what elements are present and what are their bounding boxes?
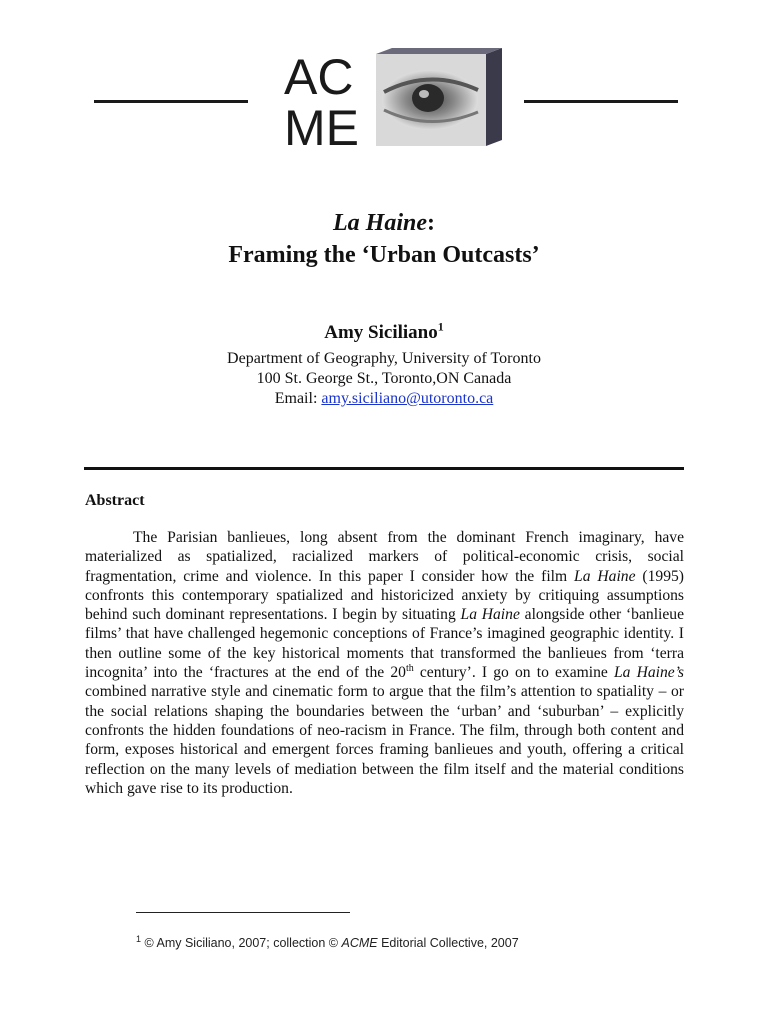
footnote-rule xyxy=(136,912,350,913)
author-department: Department of Geography, University of Toronto xyxy=(227,350,541,367)
footnote-text-b: Editorial Collective, 2007 xyxy=(377,936,519,950)
acme-logo xyxy=(280,48,506,154)
header-rule-left xyxy=(94,100,248,103)
logo-text-me: ME xyxy=(284,100,359,154)
footnote xyxy=(136,933,519,950)
author-name xyxy=(0,319,768,344)
abstract-segment: La Haine xyxy=(460,606,520,624)
abstract-body xyxy=(85,528,684,798)
footnote-text-a: © Amy Siciliano, 2007; collection © xyxy=(141,936,342,950)
abstract-segment: The Parisian banlieues, long absent from the dominant French imaginary, have materialized as spatialized, racialized markers of political-economic crisis, social fragmentation, crime and violence. In this paper I consider how the film xyxy=(85,529,684,585)
abstract-segment: combined narrative style and cinematic form to argue that the film’s attention to spatiality – or the social relations shaping the boundaries between the ‘urban’ and ‘suburban’ – explicitly confronts the hidden foundations of neo-racism in France. The film, through both content and form, exposes historical and emergent forces framing banlieues and youth, offering a critical reflection on the many levels of mediation between the film itself and the material conditions which gave rise to its production. xyxy=(85,683,684,797)
email-link[interactable]: amy.siciliano@utoronto.ca xyxy=(321,390,494,407)
abstract-heading: Abstract xyxy=(85,492,145,509)
footnote-mark: 1 xyxy=(136,933,142,944)
abstract-segment: th xyxy=(405,662,414,674)
header-rule-right xyxy=(524,100,678,103)
author-email-line xyxy=(0,390,768,408)
abstract-paragraph xyxy=(85,528,684,798)
abstract-segment: (1995) confronts this contemporary spatialized and historicized anxiety by critiquing assumptions behind such dominant representations. I begin by situating xyxy=(85,567,684,624)
author-address: 100 St. George St., Toronto,ON Canada xyxy=(256,370,512,387)
author-name-text: Amy Siciliano xyxy=(324,322,438,343)
title-italic: La Haine xyxy=(333,210,427,236)
abstract-segment: La Haine’s xyxy=(614,664,684,682)
abstract-segment: century’. I go on to examine xyxy=(413,664,614,682)
abstract-segment: La Haine xyxy=(574,567,636,585)
title-colon: : xyxy=(427,210,435,236)
paper-title-line2: Framing the ‘Urban Outcasts’ xyxy=(228,242,540,268)
footnote-acme: ACME xyxy=(341,936,378,950)
author-footnote-mark: 1 xyxy=(437,319,444,334)
logo-text-ac: AC xyxy=(284,49,354,105)
abstract-segment: alongside other ‘banlieue films’ that have challenged hegemonic conceptions of France’s imagined geographic identity. I then outline some of the key historical moments that transformed the banlieues from ‘terra incognita’ into the ‘fractures at the end of the 20 xyxy=(85,606,684,682)
section-divider xyxy=(84,467,684,470)
email-label: Email: xyxy=(274,390,322,407)
paper-title-line1 xyxy=(0,210,768,237)
